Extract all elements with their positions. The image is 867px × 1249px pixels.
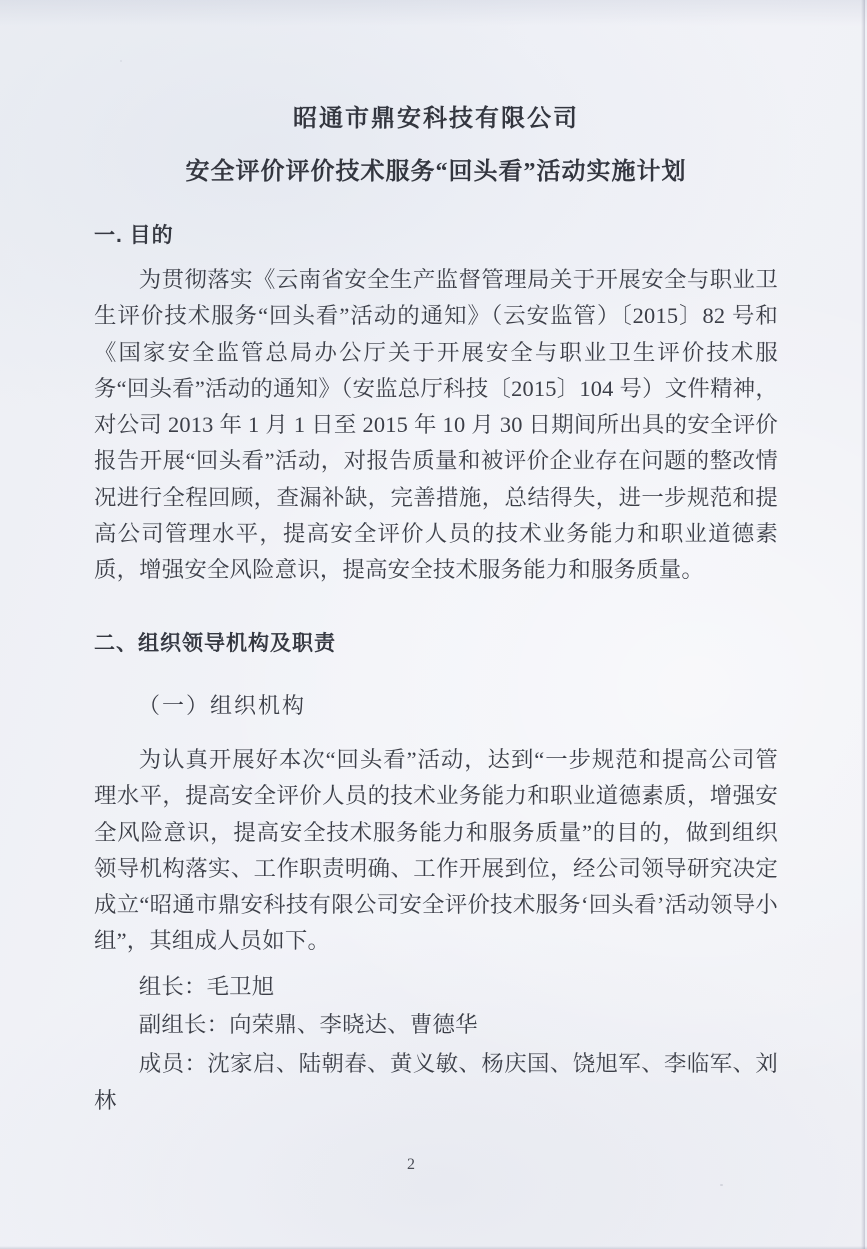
document-subtitle: 安全评价评价技术服务“回头看”活动实施计划 [185, 159, 687, 185]
subsection-2-1-paragraph: 为认真开展好本次“回头看”活动，达到“一步规范和提高公司管理水平，提高安全评价人员的技术业务能力和职业道德素质，增强安全风险意识，提高安全技术服务能力和服务质量”的目的，做到组织领导机构落实、工作职责明确、工作开展到位，经公司领导研究决定成立“昭通市鼎安科技有限公司安全评价技术服务‘回头看’活动领导小组”，其组成人员如下。 [94, 747, 778, 954]
section-1-paragraph: 为贯彻落实《云南省安全生产监督管理局关于开展安全与职业卫生评价技术服务“回头看”活动的通知》（云安监管）〔2015〕82 号和《国家安全监管总局办公厅关于开展安全与职业卫生评价技术服务“回头看”活动的通知》（安监总厅科技〔2015〕104 号）文件精神，对公司 2013 年 1 月 1 日至 2015 年 10 月 30 日期间所出具的安全评价报告开展“回头看”活动，对报告质量和被评价企业存在问题的整改情况进行全程回顾，查漏补缺，完善措施，总结得失，进一步规范和提高公司管理水平，提高安全评价人员的技术业务能力和职业道德素质，增强安全风险意识，提高安全技术服务能力和服务质量。 [94, 267, 778, 583]
scan-speck [120, 60, 122, 62]
section-1-heading: 一. 目的 [94, 224, 174, 247]
scan-shade-top [0, 0, 867, 26]
section-2-heading: 二、组织领导机构及职责 [94, 632, 336, 655]
members-line: 成员：沈家启、陆朝春、黄义敏、杨庆国、饶旭军、李临军、刘林 [94, 1051, 778, 1113]
document-title: 昭通市鼎安科技有限公司 [293, 106, 579, 132]
page-number: 2 [407, 1156, 415, 1173]
leader-line: 组长：毛卫旭 [138, 974, 275, 999]
deputy-leaders-line: 副组长：向荣鼎、李晓达、曹德华 [138, 1012, 478, 1037]
subsection-2-1-heading: （一）组织机构 [138, 693, 307, 718]
scan-edge-shadow-right [861, 0, 865, 1249]
scan-speck [720, 1184, 723, 1186]
